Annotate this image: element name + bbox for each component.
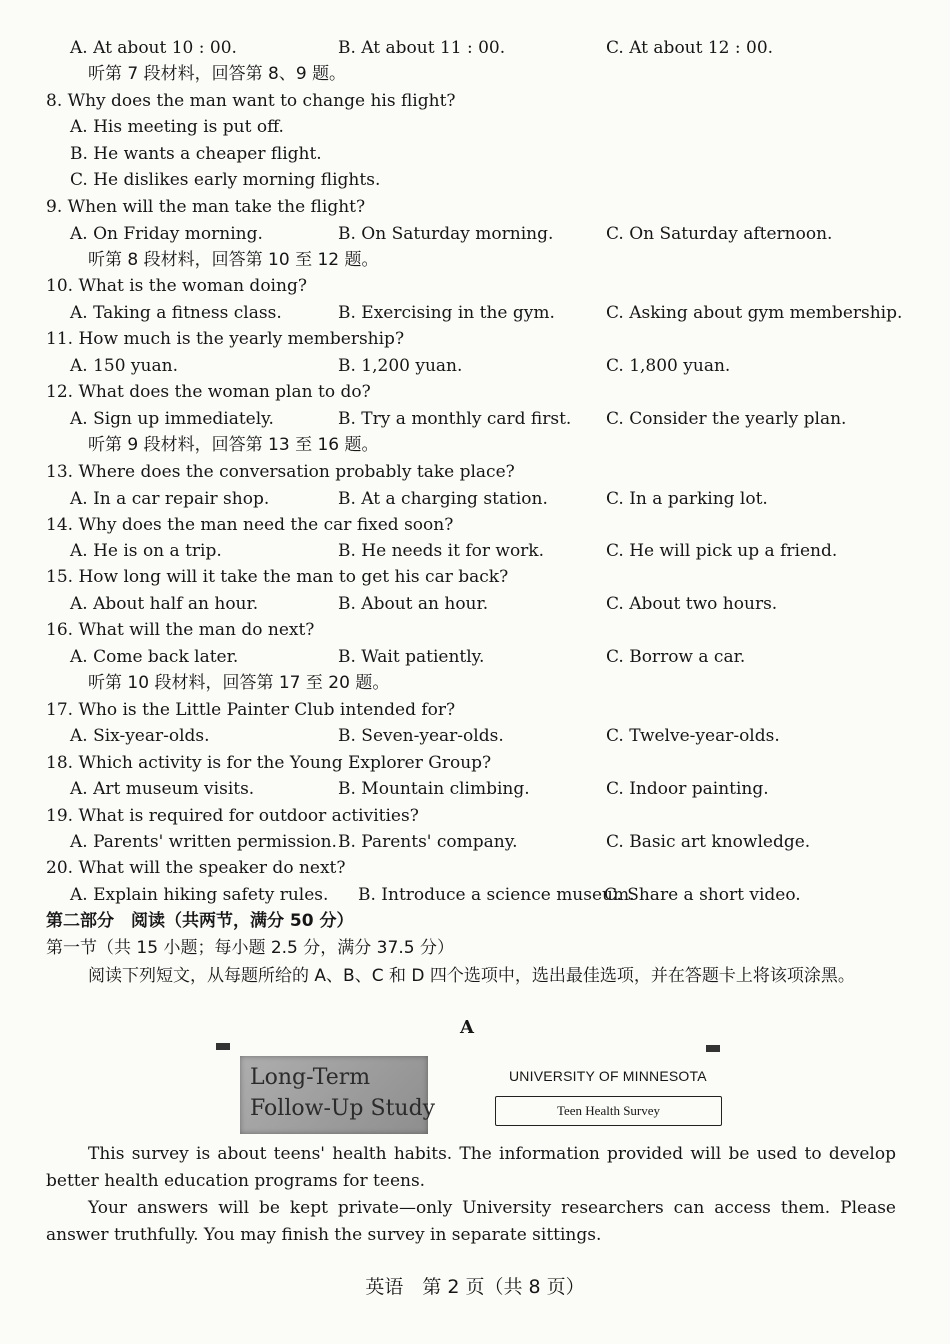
survey-label-box	[495, 1096, 722, 1126]
q18-option-a: A. Art museum visits.	[70, 779, 255, 799]
q16-option-c: C. Borrow a car.	[606, 647, 746, 667]
q10-option-c: C. Asking about gym membership.	[606, 303, 903, 323]
q15-option-c: C. About two hours.	[606, 594, 778, 614]
q14-option-b: B. He needs it for work.	[338, 541, 545, 561]
q15-option-a: A. About half an hour.	[70, 594, 259, 614]
q17-option-a: A. Six-year-olds.	[70, 726, 210, 746]
q17-option-c: C. Twelve-year-olds.	[606, 726, 780, 746]
q8-option-c: C. He dislikes early morning flights.	[70, 170, 381, 190]
paragraph-2	[46, 1195, 896, 1249]
q11-option-b: B. 1,200 yuan.	[338, 356, 463, 376]
q19-option-b: B. Parents' company.	[338, 832, 518, 852]
material-8-heading: 听第 8 段材料，回答第 10 至 12 题。	[88, 250, 379, 270]
question-17: 17. Who is the Little Painter Club intended for?	[46, 700, 456, 720]
page-footer: 英语 第 2 页（共 8 页）	[365, 1276, 585, 1298]
question-19: 19. What is required for outdoor activities?	[46, 806, 419, 826]
question-18: 18. Which activity is for the Young Explorer Group?	[46, 753, 492, 773]
q10-option-b: B. Exercising in the gym.	[338, 303, 555, 323]
question-16: 16. What will the man do next?	[46, 620, 315, 640]
paragraph-2-text: Your answers will be kept private—only University researchers can access them. Please answer truthfully. You may finish the survey in separate sittings.	[46, 1198, 896, 1245]
q17-option-b: B. Seven-year-olds.	[338, 726, 504, 746]
q11-option-c: C. 1,800 yuan.	[606, 356, 731, 376]
study-logo	[240, 1056, 436, 1134]
q9-option-a: A. On Friday morning.	[70, 224, 263, 244]
q14-option-c: C. He will pick up a friend.	[606, 541, 838, 561]
university-name: UNIVERSITY OF MINNESOTA	[509, 1068, 707, 1084]
q15-option-b: B. About an hour.	[338, 594, 489, 614]
question-10: 10. What is the woman doing?	[46, 276, 307, 296]
question-14: 14. Why does the man need the car fixed soon?	[46, 515, 454, 535]
section-1-title: 第一节（共 15 小题；每小题 2.5 分，满分 37.5 分）	[46, 938, 454, 958]
passage-label: A	[460, 1017, 474, 1038]
survey-label: Teen Health Survey	[556, 1103, 661, 1118]
question-9: 9. When will the man take the flight?	[46, 197, 366, 217]
material-9-heading: 听第 9 段材料，回答第 13 至 16 题。	[88, 435, 379, 455]
top-option-c: C. At about 12 : 00.	[606, 38, 774, 58]
q14-option-a: A. He is on a trip.	[70, 541, 222, 561]
q13-option-c: C. In a parking lot.	[606, 489, 768, 509]
question-8: 8. Why does the man want to change his flight?	[46, 91, 456, 111]
part-2-title: 第二部分 阅读（共两节，满分 50 分）	[46, 911, 354, 931]
q13-option-b: B. At a charging station.	[338, 489, 548, 509]
question-15: 15. How long will it take the man to get his car back?	[46, 567, 509, 587]
reading-instruction-text: 阅读下列短文，从每题所给的 A、B、C 和 D 四个选项中，选出最佳选项，并在答题卡上将该项涂黑。	[88, 966, 855, 986]
material-7-heading: 听第 7 段材料，回答第 8、9 题。	[88, 64, 347, 84]
paragraph-1	[46, 1141, 896, 1195]
q16-option-a: A. Come back later.	[70, 647, 239, 667]
top-option-b: B. At about 11 : 00.	[338, 38, 506, 58]
study-logo-line-1: Long-Term	[250, 1065, 371, 1090]
q20-option-a: A. Explain hiking safety rules.	[70, 885, 329, 905]
q19-option-a: A. Parents' written permission.	[70, 832, 337, 852]
q11-option-a: A. 150 yuan.	[70, 356, 178, 376]
q9-option-b: B. On Saturday morning.	[338, 224, 554, 244]
q12-option-b: B. Try a monthly card first.	[338, 409, 572, 429]
material-10-heading: 听第 10 段材料，回答第 17 至 20 题。	[88, 673, 390, 693]
q8-option-a: A. His meeting is put off.	[70, 117, 284, 137]
reading-instruction	[46, 963, 896, 990]
q13-option-a: A. In a car repair shop.	[70, 489, 270, 509]
q10-option-a: A. Taking a fitness class.	[70, 303, 282, 323]
study-logo-line-2: Follow-Up Study	[250, 1096, 436, 1121]
q18-option-b: B. Mountain climbing.	[338, 779, 530, 799]
q9-option-c: C. On Saturday afternoon.	[606, 224, 833, 244]
question-11: 11. How much is the yearly membership?	[46, 329, 405, 349]
q8-option-b: B. He wants a cheaper flight.	[70, 144, 322, 164]
q18-option-c: C. Indoor painting.	[606, 779, 769, 799]
paragraph-1-text: This survey is about teens' health habits. The information provided will be used to develop better health education programs for teens.	[46, 1144, 896, 1191]
question-12: 12. What does the woman plan to do?	[46, 382, 371, 402]
left-marker-icon	[216, 1043, 230, 1050]
right-marker-icon	[706, 1045, 720, 1052]
question-20: 20. What will the speaker do next?	[46, 858, 346, 878]
q20-option-c: C. Share a short video.	[604, 885, 801, 905]
top-option-a: A. At about 10 : 00.	[70, 38, 237, 58]
q12-option-a: A. Sign up immediately.	[70, 409, 274, 429]
q19-option-c: C. Basic art knowledge.	[606, 832, 811, 852]
q16-option-b: B. Wait patiently.	[338, 647, 485, 667]
question-13: 13. Where does the conversation probably take place?	[46, 462, 515, 482]
q12-option-c: C. Consider the yearly plan.	[606, 409, 847, 429]
q20-option-b: B. Introduce a science museum.	[358, 885, 635, 905]
